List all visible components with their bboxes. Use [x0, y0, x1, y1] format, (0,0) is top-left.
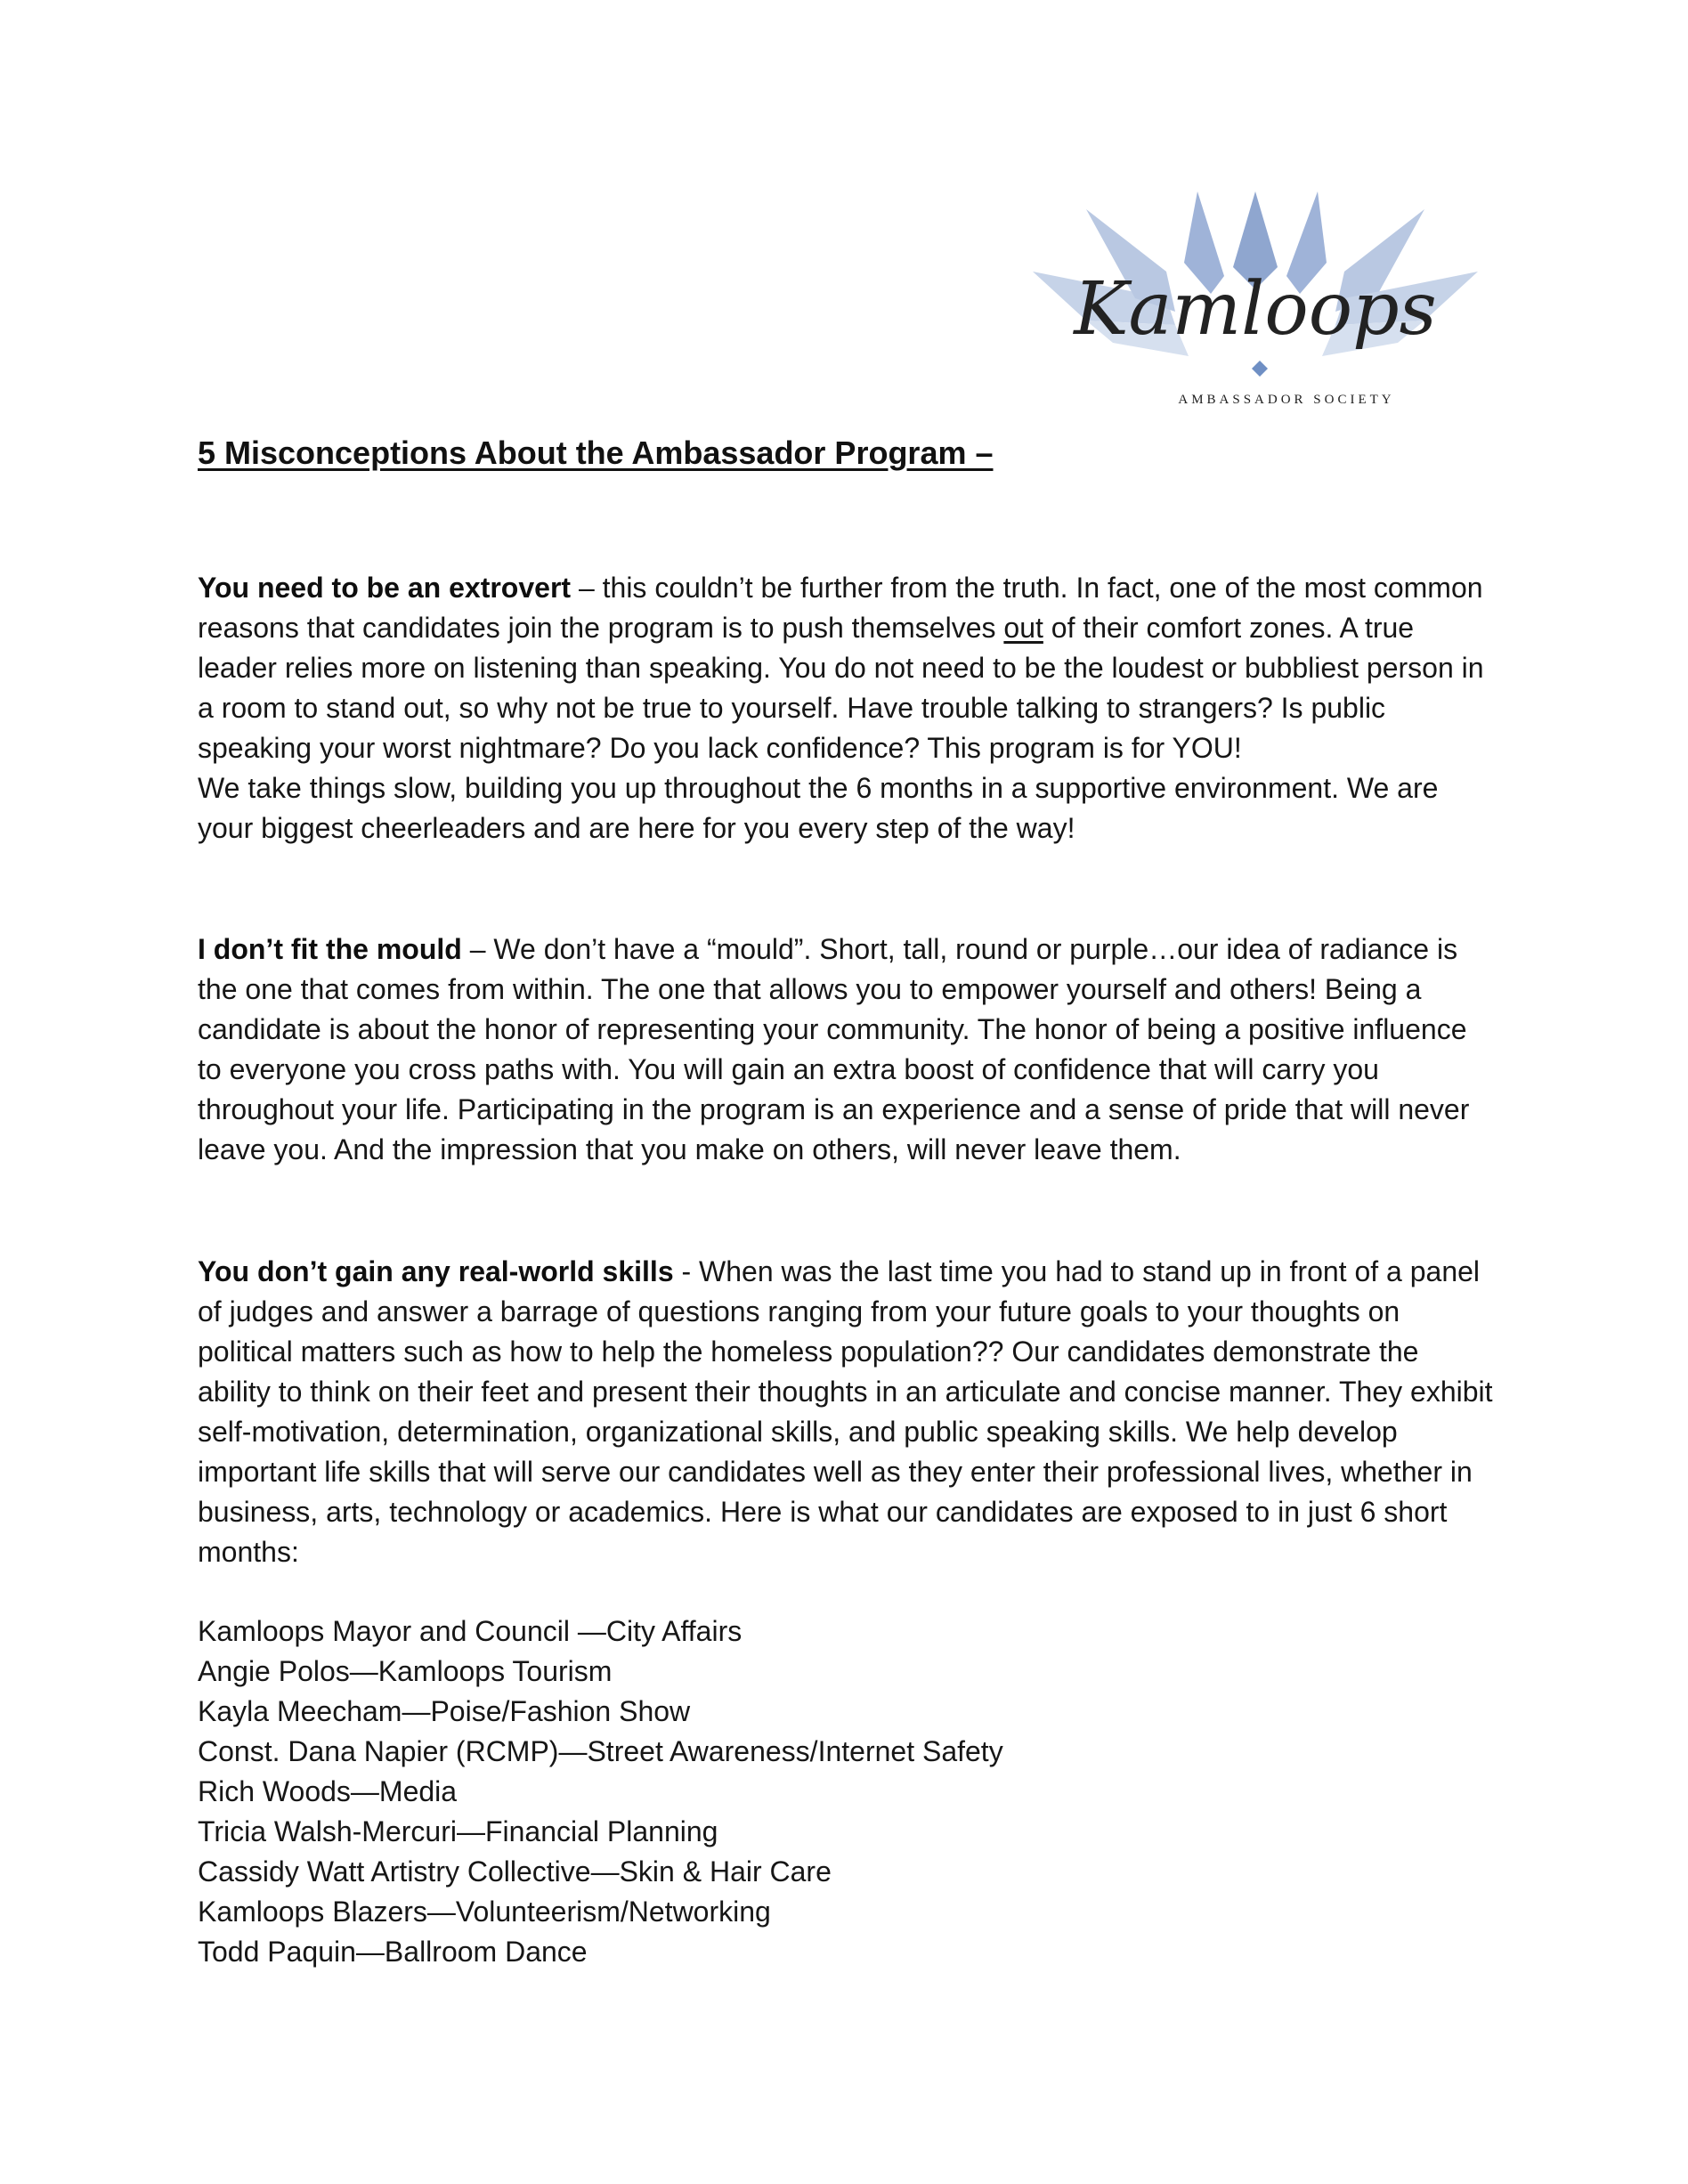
- list-item: Kayla Meecham—Poise/Fashion Show: [198, 1695, 691, 1727]
- list-item: Angie Polos—Kamloops Tourism: [198, 1655, 613, 1687]
- section-heading: I don’t fit the mould: [198, 933, 462, 965]
- logo-diamond-icon: [1252, 361, 1268, 377]
- section-heading: You need to be an extrovert: [198, 572, 572, 604]
- section-text: We take things slow, building you up throughout the 6 months in a supportive environment. We are your biggest cheerleaders and are here for you every step of the way!: [198, 772, 1439, 844]
- document-title: 5 Misconceptions About the Ambassador Program –: [198, 434, 994, 471]
- section-text: - When was the last time you had to stand up in front of a panel of judges and answer a barrage of questions ranging from your future goals to your thoughts on political matters such as how to help the homeless population?? Our candidates demonstrate the ability to think on their feet and present their thoughts in an articulate and concise manner. They exhibit self-motivation, determination, organizational skills, and public speaking skills. We help develop important life skills that will serve our candidates well as they enter their professional lives, whether in business, arts, technology or academics. Here is what our candidates are exposed to in just 6 short months:: [198, 1255, 1493, 1568]
- section-heading: You don’t gain any real-world skills: [198, 1255, 674, 1287]
- list-item: Todd Paquin—Ballroom Dance: [198, 1936, 588, 1968]
- list-item: Tricia Walsh-Mercuri—Financial Planning: [198, 1815, 718, 1847]
- kamloops-ambassador-society-logo: [1033, 191, 1478, 414]
- section-text: of their comfort zones. A true leader relies more on listening than speaking. You do not need to be the loudest or bubbliest person in a room to stand out, so why not be true to yourself. Have trouble talking to strangers? Is public speaking your worst nightmare? Do you lack confidence? This program is for YOU!: [198, 612, 1484, 764]
- list-item: Kamloops Blazers—Volunteerism/Networking: [198, 1896, 771, 1928]
- section-text: – We don’t have a “mould”. Short, tall, round or purple…our idea of radiance is the one that comes from within. The one that allows you to empower yourself and others! Being a candidate is about the honor of representing your community. The honor of being a positive influence to everyone you cross paths with. You will gain an extra boost of confidence that will carry you throughout your life. Participating in the program is an experience and a sense of pride that will never leave you. And the impression that you make on others, will never leave them.: [198, 933, 1470, 1165]
- logo-tagline: AMBASSADOR SOCIETY: [1178, 393, 1395, 407]
- list-item: Rich Woods—Media: [198, 1775, 458, 1807]
- section-extrovert: [198, 568, 1497, 848]
- section-mould: [198, 930, 1497, 1170]
- crown-star-icon: [1033, 191, 1478, 396]
- section-real-world-skills: [198, 1252, 1497, 1572]
- list-item: Cassidy Watt Artistry Collective—Skin & Hair Care: [198, 1855, 832, 1888]
- section-text: – this couldn’t be further from the truth. In fact, one of the most common reasons that candidates join the program is to push themselves: [198, 572, 1483, 644]
- underlined-word: out: [1003, 612, 1043, 644]
- logo-wordmark: Kamloops: [1074, 267, 1437, 352]
- speaker-list: [198, 1612, 1003, 1972]
- list-item: Const. Dana Napier (RCMP)—Street Awareness/Internet Safety: [198, 1735, 1003, 1767]
- list-item: Kamloops Mayor and Council —City Affairs: [198, 1615, 743, 1647]
